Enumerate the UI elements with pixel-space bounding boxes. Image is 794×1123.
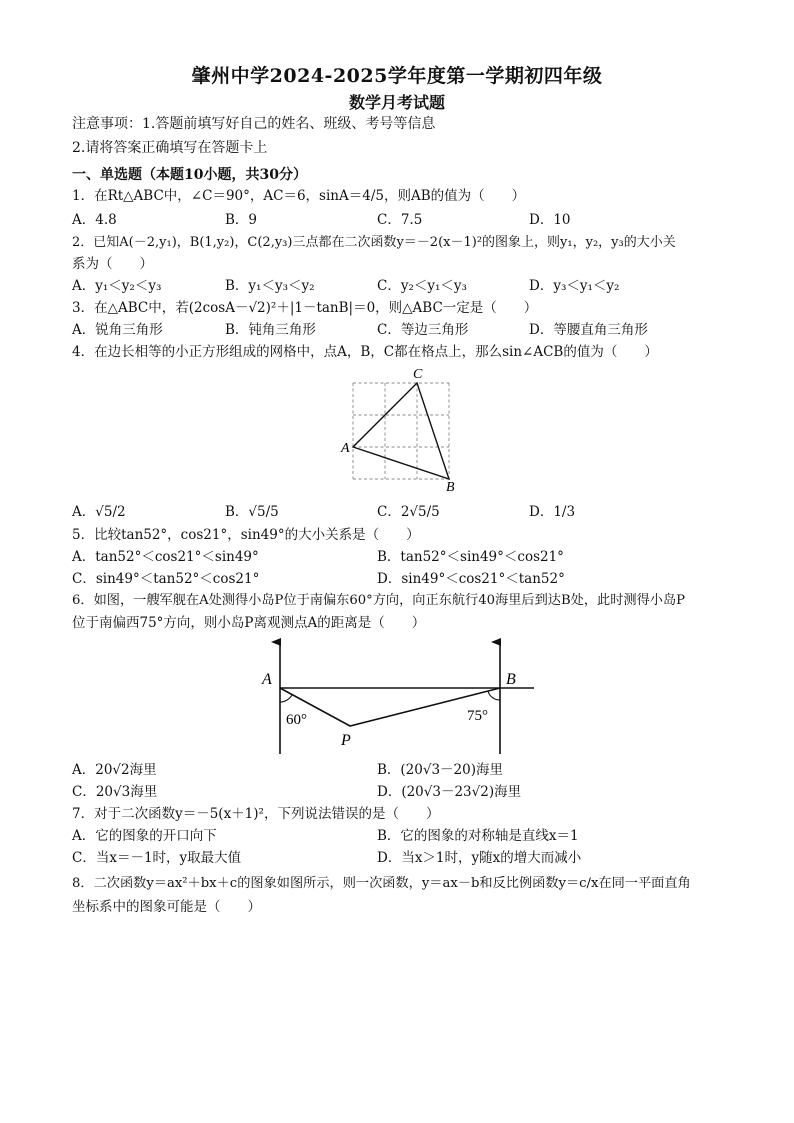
q8-stem-line2: 坐标系中的图象可能是（ ） [72, 899, 261, 915]
q2-stem-line2: 系为（ ） [72, 256, 153, 272]
q6-bearing-figure [258, 636, 544, 758]
q6-label-p: P [341, 732, 351, 749]
q3-option-b: B．钝角三角形 [225, 322, 316, 338]
q4-grid-lines [353, 383, 449, 479]
q1-stem: 1．在Rt△ABC中，∠C＝90°，AC＝6，sinA＝4/5，则AB的值为（ ） [72, 188, 526, 204]
q2-option-b: B．y₁＜y₃＜y₂ [225, 278, 315, 294]
q7-stem: 7．对于二次函数y＝－5(x＋1)²，下列说法错误的是（ ） [72, 806, 440, 822]
q6-label-b: B [506, 671, 516, 688]
q4-label-c: C [413, 367, 423, 382]
q6-option-d: D．(20√3－23√2)海里 [377, 784, 522, 800]
q4-option-d: D．1/3 [529, 504, 576, 520]
q8-stem-line1: 8．二次函数y＝ax²＋bx＋c的图象如图所示，则一次函数，y＝ax－b和反比例函数y＝c/x在同一平面直角 [72, 876, 691, 891]
q6-angle-arc-b [488, 691, 500, 700]
q5-stem: 5．比较tan52°，cos21°，sin49°的大小关系是（ ） [72, 527, 420, 543]
q7-option-a: A．它的图象的开口向下 [72, 828, 217, 844]
note-line-1: 注意事项：1.答题前填写好自己的姓名、班级、考号等信息 [72, 116, 436, 132]
q5-option-c: C．sin49°＜tan52°＜cos21° [72, 571, 260, 587]
q5-option-a: A．tan52°＜cos21°＜sin49° [72, 549, 259, 565]
q3-option-c: C．等边三角形 [377, 322, 469, 338]
q2-option-d: D．y₃＜y₁＜y₂ [529, 278, 620, 294]
note-line-2: 2.请将答案正确填写在答题卡上 [72, 140, 268, 156]
q6-label-75: 75° [467, 708, 488, 724]
q3-stem: 3．在△ABC中，若(2cosA－√2)²＋|1－tanB|＝0，则△ABC一定是（ ） [72, 300, 538, 316]
q3-option-a: A．锐角三角形 [72, 322, 163, 338]
q2-option-a: A．y₁＜y₂＜y₃ [72, 278, 162, 294]
q7-option-b: B．它的图象的对称轴是直线x＝1 [377, 828, 579, 844]
q4-stem: 4．在边长相等的小正方形组成的网格中，点A，B，C都在格点上，那么sin∠ACB的值为（ ） [72, 344, 658, 360]
q7-option-c: C．当x＝－1时，y取最大值 [72, 850, 242, 866]
exam-subtitle: 数学月考试题 [348, 93, 445, 112]
q5-option-d: D．sin49°＜cos21°＜tan52° [377, 571, 565, 587]
q2-option-c: C．y₂＜y₁＜y₃ [377, 278, 467, 294]
q6-option-b: B．(20√3－20)海里 [377, 762, 504, 778]
q6-option-a: A．20√2海里 [72, 762, 157, 778]
q6-label-a: A [262, 671, 272, 688]
q3-option-d: D．等腰直角三角形 [529, 322, 648, 338]
q4-option-a: A．√5/2 [72, 504, 126, 520]
q4-option-c: C．2√5/5 [377, 504, 440, 520]
q4-option-b: B．√5/5 [225, 504, 279, 520]
q5-option-b: B．tan52°＜sin49°＜cos21° [377, 549, 564, 565]
q6-stem-line2: 位于南偏西75°方向，则小岛P离观测点A的距离是（ ） [72, 615, 426, 631]
exam-title: 肇州中学2024-2025学年度第一学期初四年级 [191, 65, 603, 87]
section-title: 一、单选题（本题10小题，共30分） [72, 167, 307, 183]
q4-triangle [353, 383, 449, 479]
q4-label-a: A [341, 441, 350, 456]
q4-label-b: B [446, 480, 455, 493]
q7-option-d: D．当x＞1时，y随x的增大而减小 [377, 850, 582, 866]
q6-angle-arc-a [280, 695, 292, 702]
q6-option-c: C．20√3海里 [72, 784, 158, 800]
q4-grid-figure [335, 363, 465, 493]
q1-option-c: C．7.5 [377, 212, 423, 228]
q2-stem-line1: 2．已知A(－2,y₁)，B(1,y₂)，C(2,y₃)三点都在二次函数y＝－2(x－1)²的图象上，则y₁，y₂，y₃的大小关 [72, 235, 676, 250]
q1-option-a: A．4.8 [72, 212, 117, 228]
q6-label-60: 60° [286, 712, 307, 728]
q6-stem-line1: 6．如图，一艘军舰在A处测得小岛P位于南偏东60°方向，向正东航行40海里后到达B处，此时测得小岛P [72, 593, 686, 608]
q1-option-d: D．10 [529, 212, 571, 228]
q1-option-b: B．9 [225, 212, 258, 228]
